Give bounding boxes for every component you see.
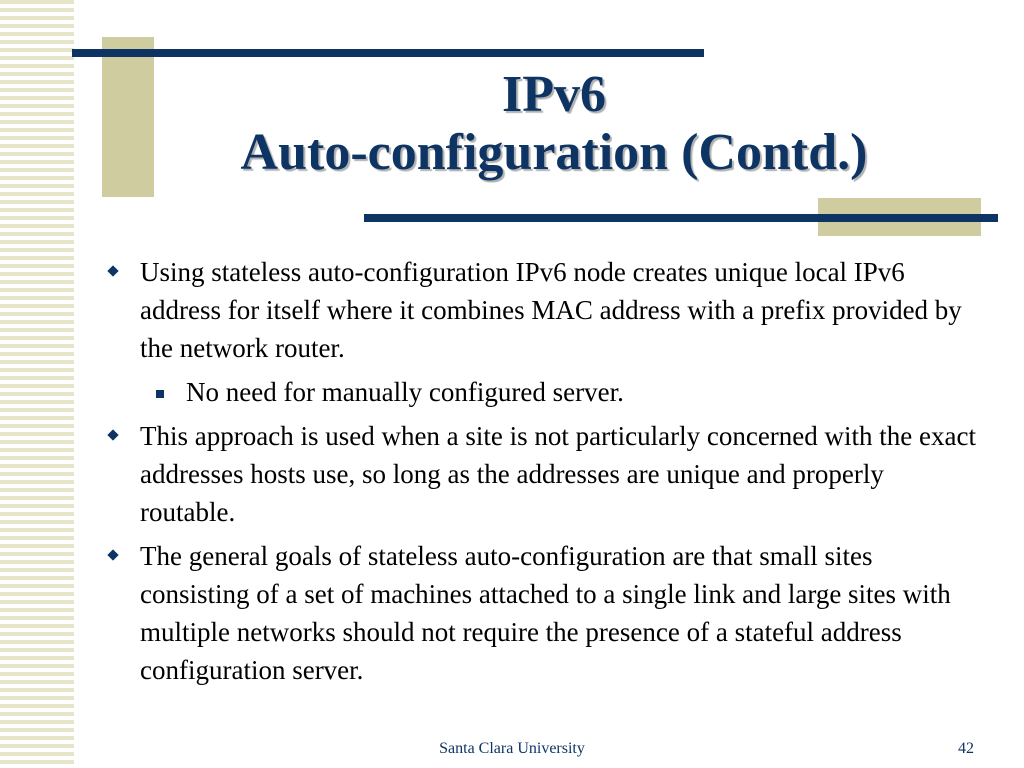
slide-number: 42 xyxy=(958,740,974,757)
footer-institution: Santa Clara University xyxy=(439,740,585,757)
bullet-text: Using stateless auto-configuration IPv6 node creates unique local IPv6 address for itself where it combines MAC address with a prefix provided by the network router. xyxy=(140,257,962,363)
bullet-item xyxy=(104,417,984,531)
slide-title xyxy=(154,66,954,182)
title-rule-bottom xyxy=(364,214,998,222)
slide-title-line-1: IPv6 xyxy=(502,66,606,123)
bullet-item xyxy=(104,253,984,367)
bullet-text: The general goals of stateless auto-configuration are that small sites consisting of a set of machines attached to a single link and large sites with multiple networks should not require the presence of a stateful address configuration server. xyxy=(140,541,951,685)
bullet-item xyxy=(104,537,984,689)
bullet-list xyxy=(104,253,984,689)
sub-bullet-text: No need for manually configured server. xyxy=(186,377,624,407)
diamond-bullet-icon xyxy=(108,550,119,561)
slide-title-line-2: Auto-configuration (Contd.) xyxy=(240,124,868,181)
title-rule-top xyxy=(72,49,704,57)
diamond-bullet-icon xyxy=(108,266,119,277)
sub-bullet-item xyxy=(104,373,984,411)
diamond-bullet-icon xyxy=(108,430,119,441)
bullet-text: This approach is used when a site is not particularly concerned with the exact addresses hosts use, so long as the addresses are unique and properly routable. xyxy=(140,421,976,527)
accent-block-top xyxy=(102,37,154,197)
decorative-stripes xyxy=(0,0,74,768)
square-bullet-icon xyxy=(156,390,164,398)
